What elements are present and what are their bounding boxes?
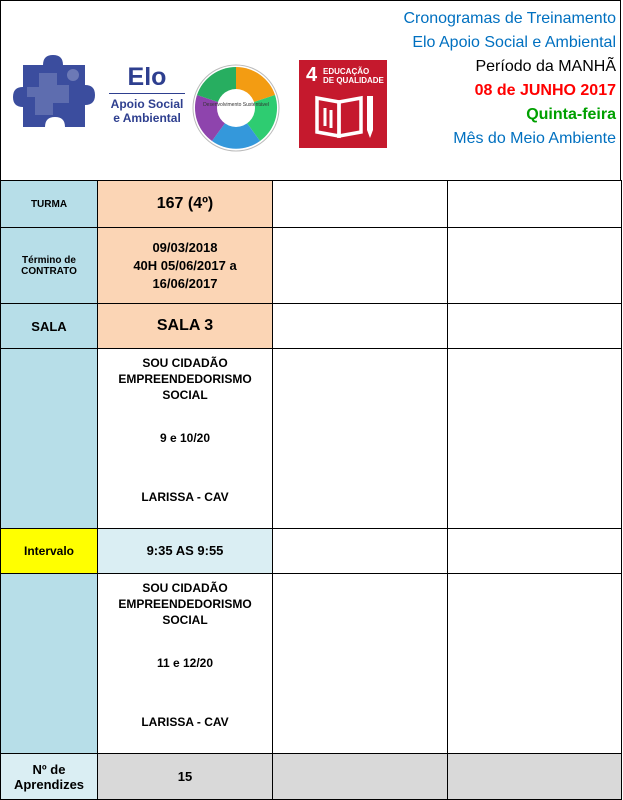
intervalo-value: 9:35 AS 9:55 [98, 529, 273, 574]
empty-cell [273, 754, 448, 800]
header [0, 0, 621, 180]
empty-cell [448, 304, 622, 349]
table-row-turma [1, 181, 622, 228]
elo-logo [13, 53, 183, 137]
ods-number: 4 [306, 64, 318, 86]
session-2-line-2: EMPREENDEDORISMO [118, 597, 252, 611]
table-row-session-1 [1, 349, 622, 529]
session-1-teacher: LARISSA - CAV [141, 490, 229, 504]
sustainable-development-logo [191, 63, 281, 153]
session-1-classes: 9 e 10/20 [159, 431, 211, 445]
table-row-sala [1, 304, 622, 349]
header-weekday: Quinta-feira [526, 106, 616, 123]
table-row-termino [1, 228, 622, 304]
session-2-teacher: LARISSA - CAV [141, 715, 229, 729]
aprendizes-label [1, 754, 98, 800]
empty-cell [273, 574, 448, 754]
book-pencil-icon [299, 60, 387, 148]
session-2-label-cell [1, 574, 98, 754]
header-period: Período da MANHÃ [475, 58, 616, 75]
ods-text-2: DE QUALIDADE [323, 76, 384, 85]
empty-cell [448, 574, 622, 754]
elo-logo-subtitle-1: Apoio Social [110, 97, 184, 111]
session-2-line-3: SOCIAL [162, 613, 208, 627]
session-1-line-3: SOCIAL [162, 388, 208, 402]
elo-logo-subtitle-2: e Ambiental [113, 111, 181, 125]
empty-cell [273, 529, 448, 574]
wheel-center-text: Desenvolvimento Sustentável [203, 102, 269, 108]
aprendizes-label-line-1: Nº de [32, 761, 66, 777]
header-theme: Mês do Meio Ambiente [453, 130, 616, 147]
intervalo-label: Intervalo [1, 529, 98, 574]
ods-text-1: EDUCAÇÃO [323, 67, 370, 76]
sala-value: SALA 3 [98, 304, 273, 349]
elo-logo-title: Elo [127, 63, 167, 91]
termino-label [1, 228, 98, 304]
table-row-session-2 [1, 574, 622, 754]
termino-label-line-1: Término de [22, 254, 76, 266]
empty-cell [273, 181, 448, 228]
sustainability-wheel-icon [191, 63, 281, 153]
session-2-line-1: SOU CIDADÃO [142, 581, 228, 595]
empty-cell [273, 349, 448, 529]
empty-cell [448, 181, 622, 228]
session-1-line-1: SOU CIDADÃO [142, 356, 228, 370]
termino-hours-start: 40H 05/06/2017 a [133, 257, 237, 273]
session-1-activity [98, 349, 273, 529]
session-2-classes: 11 e 12/20 [156, 656, 214, 670]
header-date: 08 de JUNHO 2017 [474, 82, 616, 99]
aprendizes-value: 15 [98, 754, 273, 800]
ods-4-logo [299, 60, 387, 148]
table-row-intervalo [1, 529, 622, 574]
empty-cell [448, 754, 622, 800]
turma-label: TURMA [1, 181, 98, 228]
termino-label-line-2: CONTRATO [21, 265, 77, 277]
empty-cell [448, 529, 622, 574]
empty-cell [448, 228, 622, 304]
header-info [403, 7, 616, 151]
header-organization: Elo Apoio Social e Ambiental [412, 34, 616, 51]
aprendizes-label-line-2: Aprendizes [13, 776, 85, 792]
session-1-line-2: EMPREENDEDORISMO [118, 372, 252, 386]
puzzle-icon [13, 53, 97, 137]
header-title: Cronogramas de Treinamento [403, 10, 616, 27]
empty-cell [273, 304, 448, 349]
table-row-aprendizes [1, 754, 622, 800]
session-1-label-cell [1, 349, 98, 529]
sala-label: SALA [1, 304, 98, 349]
session-2-activity [98, 574, 273, 754]
termino-end-date: 09/03/2018 [152, 239, 218, 255]
empty-cell [448, 349, 622, 529]
termino-hours-end: 16/06/2017 [152, 275, 218, 291]
schedule-table [0, 180, 622, 800]
empty-cell [273, 228, 448, 304]
turma-value: 167 (4º) [98, 181, 273, 228]
termino-value [98, 228, 273, 304]
